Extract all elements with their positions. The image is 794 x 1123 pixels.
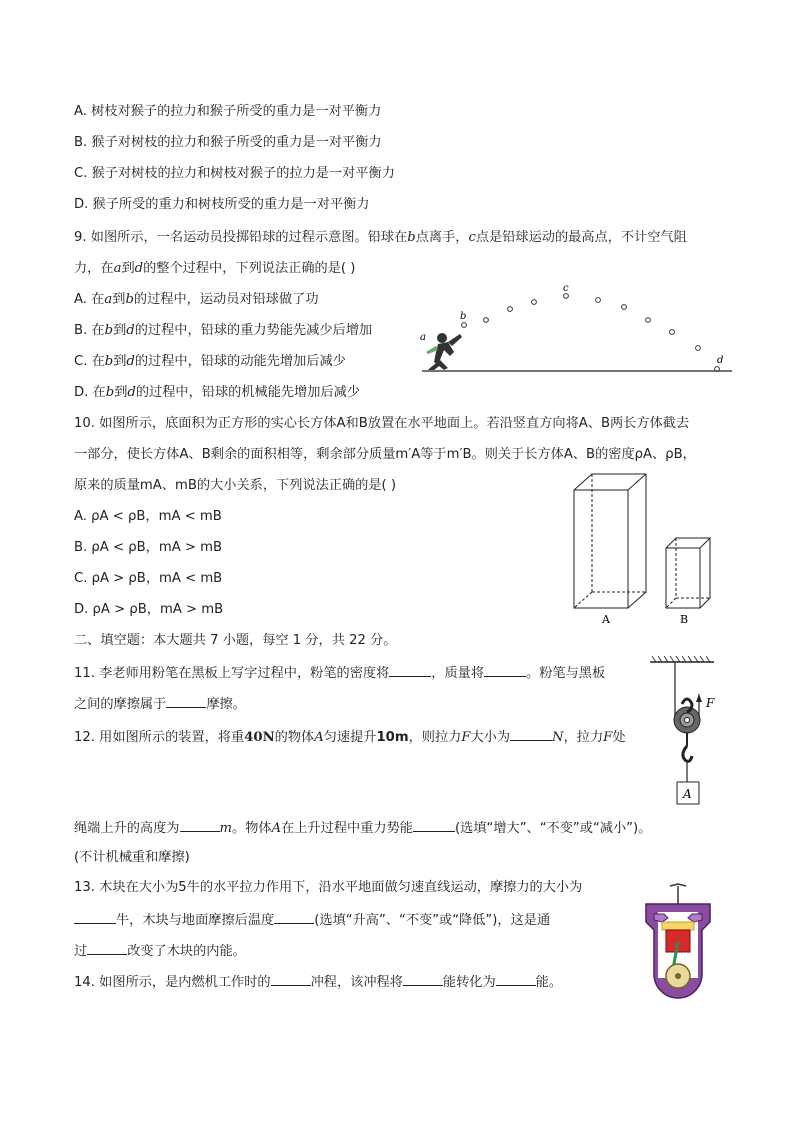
blank[interactable] — [389, 662, 431, 677]
blank[interactable] — [510, 726, 552, 741]
label-d: d — [717, 355, 724, 366]
blank[interactable] — [87, 940, 127, 955]
trajectory-point — [532, 300, 537, 305]
trajectory-point — [508, 307, 513, 312]
trajectory-point — [484, 318, 489, 323]
q9-option-b: B. 在b到d的过程中，铅球的重力势能先减少后增加 — [74, 323, 373, 338]
q8-option-b: B. 猴子对树枝的拉力和猴子所受的重力是一对平衡力 — [74, 135, 382, 150]
q9-stem-line1: 9. 如图所示，一名运动员投掷铅球的过程示意图。铅球在b点离手，c点是铅球运动的最高点，不计空气阻 — [74, 230, 687, 245]
section-heading: 二、填空题：本大题共 7 小题，每空 1 分，共 22 分。 — [74, 633, 397, 648]
athlete-figure — [426, 333, 462, 370]
q9-stem-line2: 力，在a到d的整个过程中，下列说法正确的是( ) — [74, 261, 356, 276]
q10-option-b: B. ρA < ρB，mA > mB — [74, 540, 223, 555]
blank[interactable] — [496, 971, 536, 986]
q13-line1: 13. 木块在大小为5牛的水平拉力作用下，沿水平地面做匀速直线运动，摩擦力的大小为 — [74, 880, 583, 895]
label-c: c — [563, 283, 569, 294]
label-a: a — [420, 332, 426, 343]
arrow-up-icon — [696, 694, 702, 702]
q13-line2: 牛，木块与地面摩擦后温度 (选填“升高”、“不变”或“降低”)，这是通 — [74, 909, 550, 931]
blank[interactable] — [274, 909, 314, 924]
q12-line3: (不计机械重和摩擦) — [74, 850, 190, 865]
blank[interactable] — [413, 817, 455, 832]
blank[interactable] — [166, 693, 206, 708]
q12-line2: 绳端上升的高度为 m。物体A在上升过程中重力势能 (选填“增大”、“不变”或“减小”)。 — [74, 817, 651, 839]
cuboids-figure — [566, 472, 716, 630]
trajectory-point — [670, 330, 675, 335]
q11-line2: 之间的摩擦属于 摩擦。 — [74, 693, 246, 715]
q10-stem-line1: 10. 如图所示，底面积为正方形的实心长方体A和B放置在水平地面上。若沿竖直方向将A、B两长方体截去 — [74, 416, 690, 431]
label-F: F — [706, 696, 715, 710]
label-B: B — [680, 613, 689, 626]
trajectory-point — [596, 298, 601, 303]
trajectory-point — [622, 305, 627, 310]
q13-line3: 过 改变了木块的内能。 — [74, 940, 246, 962]
cuboid-b — [666, 538, 710, 608]
blank[interactable] — [403, 971, 443, 986]
point-c — [564, 294, 569, 299]
q10-option-d: D. ρA > ρB，mA > mB — [74, 602, 224, 617]
engine-figure — [640, 882, 718, 1002]
blank[interactable] — [74, 909, 116, 924]
blank[interactable] — [271, 971, 311, 986]
shot-put-figure — [414, 282, 736, 378]
q10-option-a: A. ρA < ρB，mA < mB — [74, 509, 222, 524]
q8-option-a: A. 树枝对猴子的拉力和猴子所受的重力是一对平衡力 — [74, 104, 382, 119]
label-A: A — [683, 787, 692, 801]
q10-stem-line3: 原来的质量mA、mB的大小关系，下列说法正确的是( ) — [74, 478, 396, 493]
hook-bottom — [683, 746, 692, 761]
trajectory-point — [646, 318, 651, 323]
blank[interactable] — [484, 662, 526, 677]
q14-line1: 14. 如图所示，是内燃机工作时的 冲程，该冲程将 能转化为 能。 — [74, 971, 562, 993]
q11-line1: 11. 李老师用粉笔在黑板上写字过程中，粉笔的密度将 ，质量将 。粉笔与黑板 — [74, 662, 605, 684]
pulley-figure — [646, 656, 718, 808]
combustion-chamber — [662, 922, 694, 930]
q8-option-c: C. 猴子对树枝的拉力和树枝对猴子的拉力是一对平衡力 — [74, 166, 395, 181]
q10-stem-line2: 一部分，使长方体A、B剩余的面积相等，剩余部分质量m′A等于m′B。则关于长方体A、B的密度ρA、ρB， — [74, 447, 696, 462]
q12-line1: 12. 用如图所示的装置，将重40N的物体A匀速提升10m，则拉力F大小为 N，拉力F处 — [74, 726, 626, 748]
q9-option-d: D. 在b到d的过程中，铅球的机械能先增加后减少 — [74, 385, 361, 400]
q9-option-c: C. 在b到d的过程中，铅球的动能先增加后减少 — [74, 354, 346, 369]
trajectory-point — [696, 346, 701, 351]
label-A: A — [602, 613, 610, 626]
q10-option-c: C. ρA > ρB，mA < mB — [74, 571, 223, 586]
q8-option-d: D. 猴子所受的重力和树枝所受的重力是一对平衡力 — [74, 197, 370, 212]
cuboid-a — [574, 474, 646, 608]
label-b: b — [460, 311, 467, 322]
ceiling-hatch — [652, 656, 710, 662]
q9-option-a: A. 在a到b的过程中，运动员对铅球做了功 — [74, 292, 319, 307]
blank[interactable] — [180, 817, 220, 832]
point-b — [462, 323, 467, 328]
